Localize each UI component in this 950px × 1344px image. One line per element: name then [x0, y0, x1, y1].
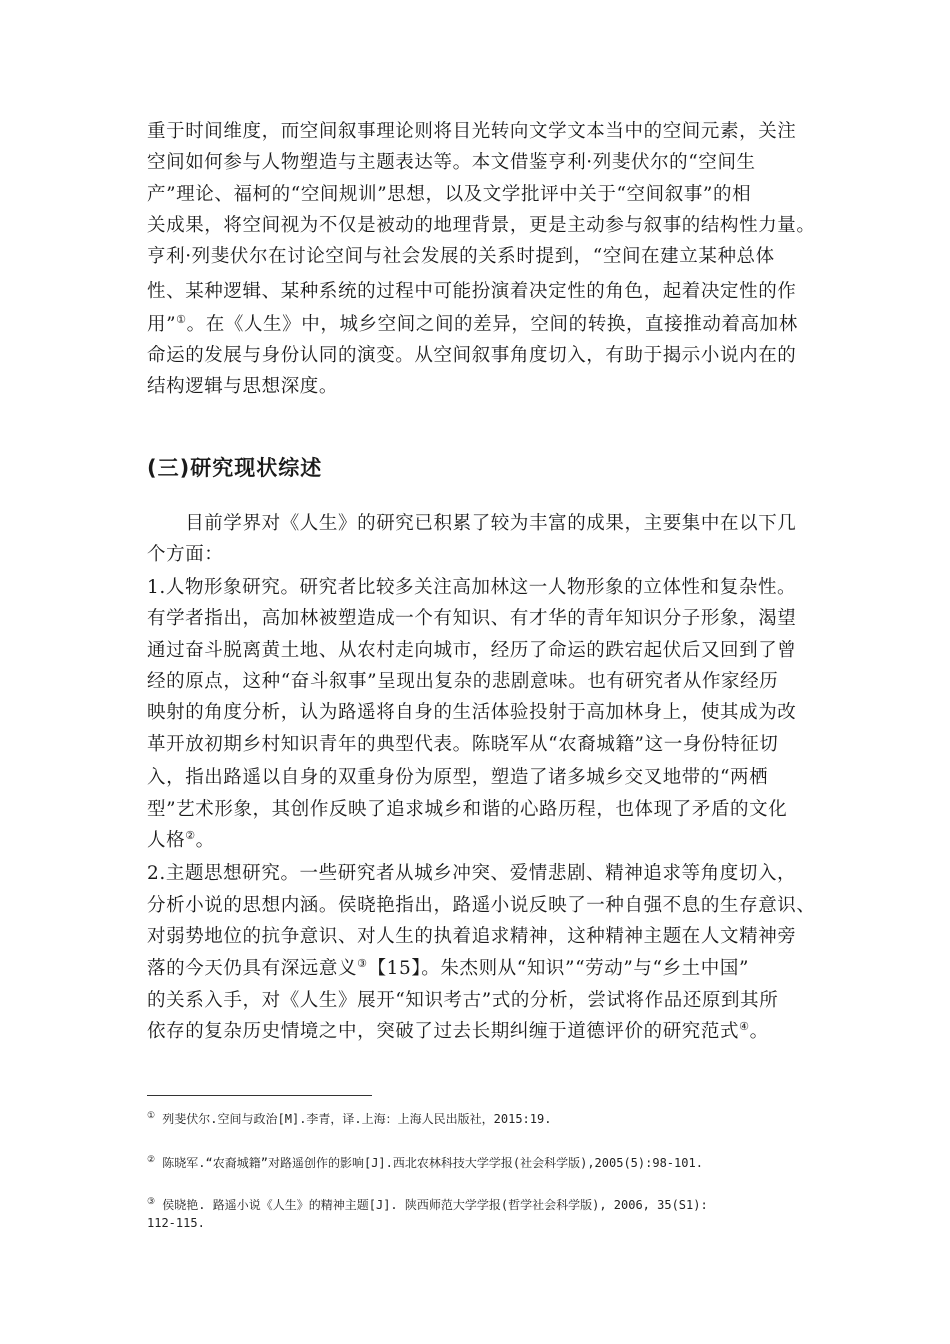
body-line: 空间如何参与人物塑造与主题表达等。本文借鉴亨利·列斐伏尔的“空间生 [147, 152, 756, 173]
footnote-2 [147, 1154, 703, 1172]
body-line: 经的原点，这种“奋斗叙事”呈现出复杂的悲剧意味。也有研究者从作家经历 [147, 671, 779, 692]
text-run: 用” [147, 314, 177, 335]
footnote-3 [147, 1196, 708, 1214]
body-line: 目前学界对《人生》的研究已积累了较为丰富的成果，主要集中在以下几 [147, 513, 797, 534]
body-line: 关成果，将空间视为不仅是被动的地理背景，更是主动参与叙事的结构性力量。 [147, 215, 816, 236]
body-line: 亨利·列斐伏尔在讨论空间与社会发展的关系时提到，“空间在建立某种总体 [147, 246, 775, 267]
footnote-mark: ① [147, 1111, 156, 1121]
footnote-ref-4[interactable]: ④ [739, 1019, 750, 1033]
body-line: 分析小说的思想内涵。侯晓艳指出，路遥小说反映了一种自强不息的生存意识、 [147, 895, 816, 916]
body-line: 命运的发展与身份认同的演变。从空间叙事角度切入，有助于揭示小说内在的 [147, 345, 797, 366]
body-line: 映射的角度分析，认为路遥将自身的生活体验投射于高加林身上，使其成为改 [147, 702, 797, 723]
body-line: 2.主题思想研究。一些研究者从城乡冲突、爱情悲剧、精神追求等角度切入， [147, 863, 797, 884]
body-line: 有学者指出，高加林被塑造成一个有知识、有才华的青年知识分子形象，渴望 [147, 608, 797, 629]
text-run: 。 [195, 830, 215, 851]
body-line: 通过奋斗脱离黄土地、从农村走向城市，经历了命运的跌宕起伏后又回到了曾 [147, 640, 797, 661]
body-line: 入，指出路遥以自身的双重身份为原型，塑造了诸多城乡交叉地带的“两栖 [147, 767, 769, 788]
body-line [147, 310, 798, 340]
body-line: 产”理论、福柯的“空间规训”思想，以及文学批评中关于“空间叙事”的相 [147, 184, 752, 205]
body-line: 革开放初期乡村知识青年的典型代表。陈晓军从“农裔城籍”这一身份特征切 [147, 734, 779, 755]
footnote-text: 陈晓军.“农裔城籍”对路遥创作的影响[J].西北农林科技大学学报(社会科学版),2005(5):98-101. [155, 1156, 703, 1170]
section-heading: (三)研究现状综述 [147, 456, 323, 480]
text-run: 。 [749, 1021, 769, 1042]
footnote-mark: ③ [147, 1197, 156, 1207]
body-line: 性、某种逻辑、某种系统的过程中可能扮演着决定性的角色，起着决定性的作 [147, 281, 797, 302]
text-run: 【15】。朱杰则从“知识”“劳动”与“乡土中国” [367, 958, 750, 979]
body-line: 型”艺术形象，其创作反映了追求城乡和谐的心路历程，也体现了矛盾的文化 [147, 799, 788, 820]
text-run: 依存的复杂历史情境之中，突破了过去长期纠缠于道德评价的研究范式 [147, 1021, 740, 1042]
footnote-mark: ② [147, 1155, 156, 1165]
body-line [147, 954, 749, 984]
body-line: 结构逻辑与思想深度。 [147, 376, 339, 397]
footnote-ref-1[interactable]: ① [176, 312, 187, 326]
body-line [147, 1017, 769, 1047]
body-line: 对弱势地位的抗争意识、对人生的执着追求精神，这种精神主题在人文精神旁 [147, 926, 797, 947]
text-run: 。在《人生》中，城乡空间之间的差异，空间的转换，直接推动着高加林 [186, 314, 798, 335]
body-line: 的关系入手，对《人生》展开“知识考古”式的分析，尝试将作品还原到其所 [147, 990, 779, 1011]
footnote-ref-3[interactable]: ③ [357, 956, 368, 970]
body-line: 1.人物形象研究。研究者比较多关注高加林这一人物形象的立体性和复杂性。 [147, 577, 797, 598]
text-run: 人格 [147, 830, 186, 851]
footnote-3-continuation: 112-115. [147, 1216, 205, 1230]
footnote-text: 侯晓艳. 路遥小说《人生》的精神主题[J]. 陕西师范大学学报(哲学社会科学版), 2006, 35(S1): [155, 1198, 708, 1212]
footnote-1 [147, 1110, 551, 1128]
footnote-ref-2[interactable]: ② [185, 828, 196, 842]
text-run: 落的今天仍具有深远意义 [147, 958, 358, 979]
body-line: 重于时间维度，而空间叙事理论则将目光转向文学文本当中的空间元素，关注 [147, 121, 797, 142]
footnote-text: 列斐伏尔.空间与政治[M].李青，译.上海：上海人民出版社，2015:19. [155, 1112, 552, 1126]
footnote-divider [147, 1095, 372, 1096]
body-line [147, 826, 215, 856]
body-line: 个方面： [147, 544, 224, 565]
